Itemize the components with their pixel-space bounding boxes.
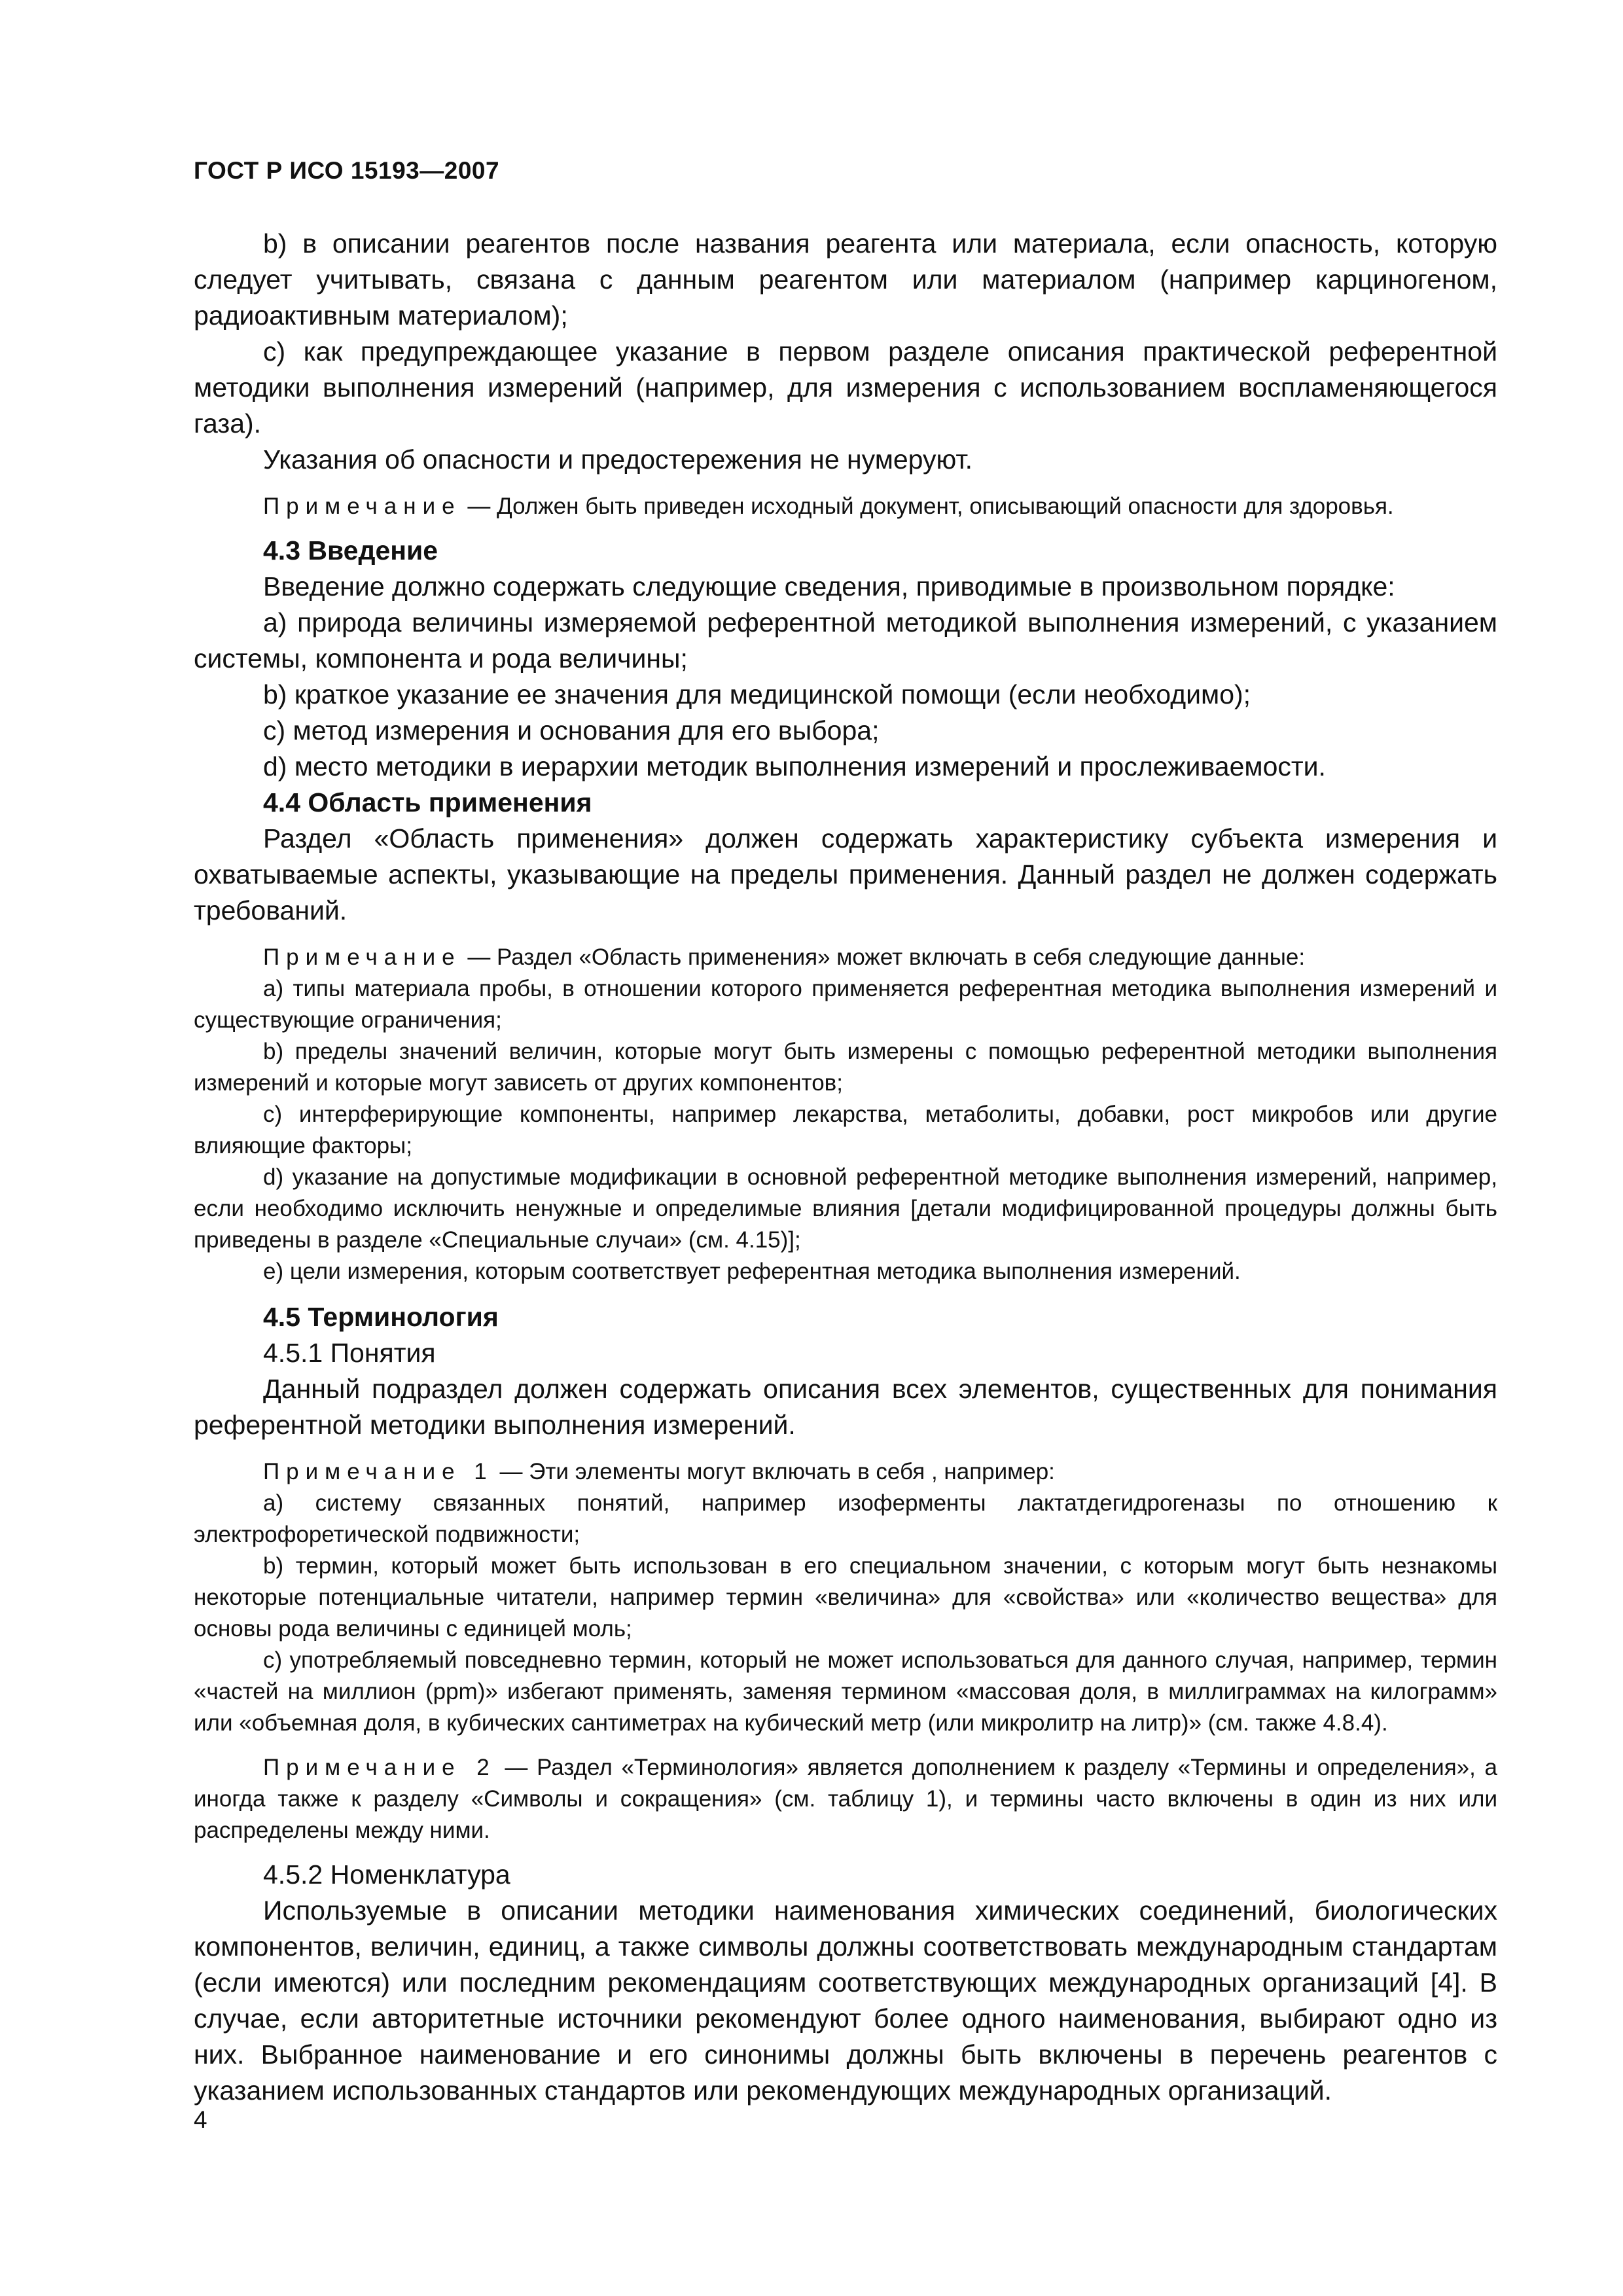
note-text: — Эти элементы могут включать в себя , например: bbox=[493, 1459, 1055, 1484]
paragraph-unnumbered: Указания об опасности и предостережения не нумеруют. bbox=[263, 444, 972, 475]
section-4-4-paragraph: Раздел «Область применения» должен содержать характеристику субъекта измерения и охватываемые аспекты, указывающие на пределы применения. Данный раздел не должен содержать требований. bbox=[194, 823, 1497, 925]
page-number: 4 bbox=[194, 2106, 207, 2133]
note-scope-item-c: c) интерферирующие компоненты, например лекарства, метаболиты, добавки, рост микробов или другие влияющие факторы; bbox=[194, 1102, 1497, 1158]
note-concepts bbox=[194, 1456, 1497, 1739]
note-scope-item-b: b) пределы значений величин, которые могут быть измерены с помощью референтной методики выполнения измерений и которые могут зависеть от других компонентов; bbox=[194, 1039, 1497, 1096]
note-concepts-intro bbox=[194, 1456, 1497, 1488]
subsection-4-5-1-paragraph: Данный подраздел должен содержать описания всех элементов, существенных для понимания референтной методики выполнения измерений. bbox=[194, 1374, 1497, 1440]
note-text: — Раздел «Область применения» может включать в себя следующие данные: bbox=[461, 944, 1306, 970]
note-text: — Должен быть приведен исходный документ, описывающий опасности для здоровья. bbox=[461, 493, 1394, 519]
note-scope-item-d: d) указание на допустимые модификации в основной референтной методике выполнения измерений, например, если необходимо исключить ненужные и определимые влияния [детали модифицированной процедуры должны быть приведены в разделе «Специальные случаи» (см. 4.15)]; bbox=[194, 1164, 1497, 1253]
note-terminology bbox=[194, 1752, 1497, 1846]
note-label: Примечание 2 bbox=[263, 1755, 496, 1780]
note-scope-item-e: e) цели измерения, которым соответствует референтная методика выполнения измерений. bbox=[263, 1259, 1241, 1284]
section-heading-4-4: 4.4 Область применения bbox=[263, 787, 592, 817]
note-concepts-item-a: a) систему связанных понятий, например изоферменты лактатдегидрогеназы по отношению к электрофоретической подвижности; bbox=[194, 1490, 1497, 1547]
section-4-3-intro: Введение должно содержать следующие сведения, приводимые в произвольном порядке: bbox=[263, 571, 1395, 601]
subsection-4-5-2-paragraph: Используемые в описании методики наименования химических соединений, биологических компонентов, величин, единиц, а также символы должны соответствовать международным стандартам (если имеются) или последним рекомендациям соответствующих международных организаций [4]. В случае, если авторитетные источники рекомендуют более одного наименования, выбирают одно из них. Выбранное наименование и его синонимы должны быть включены в перечень реагентов с указанием использованных стандартов или рекомендующих международных организаций. bbox=[194, 1895, 1497, 2106]
note-label: Примечание bbox=[263, 493, 461, 519]
note-scope-item-a: a) типы материала пробы, в отношении которого применяется референтная методика выполнения измерений и существующие ограничения; bbox=[194, 976, 1497, 1033]
section-4-3-item-b: b) краткое указание ее значения для медицинской помощи (если необходимо); bbox=[263, 679, 1251, 709]
document-header: ГОСТ Р ИСО 15193—2007 bbox=[194, 157, 500, 184]
note-concepts-item-b: b) термин, который может быть использован в его специальном значении, с которым могут быть незнакомы некоторые потенциальные читатели, например термин «величина» для «свойства» или «количество вещества» для основы рода величины с единицей моль; bbox=[194, 1553, 1497, 1641]
list-item-b: b) в описании реагентов после названия реагента или материала, если опасность, которую следует учитывать, связана с данным реагентом или материалом (например карциногеном, радиоактивным материалом); bbox=[194, 228, 1497, 331]
note-scope bbox=[194, 942, 1497, 1287]
subsection-heading-4-5-2: 4.5.2 Номенклатура bbox=[263, 1859, 510, 1890]
list-item-c: c) как предупреждающее указание в первом разделе описания практической референтной методики выполнения измерений (например, для измерения с использованием воспламеняющегося газа). bbox=[194, 336, 1497, 439]
document-body bbox=[194, 226, 1497, 2109]
subsection-heading-4-5-1: 4.5.1 Понятия bbox=[263, 1338, 436, 1368]
section-4-3-item-a: a) природа величины измеряемой референтной методикой выполнения измерений, с указанием системы, компонента и рода величины; bbox=[194, 607, 1497, 673]
section-4-3-item-d: d) место методики в иерархии методик выполнения измерений и прослеживаемости. bbox=[263, 751, 1326, 781]
section-heading-4-3: 4.3 Введение bbox=[263, 535, 438, 565]
note-text: — Раздел «Терминология» является дополнением к разделу «Термины и определения», а иногда также к разделу «Символы и сокращения» (см. таблицу 1), и термины часто включены в один из них или распределены между ними. bbox=[194, 1755, 1497, 1843]
note-concepts-item-c: c) употребляемый повседневно термин, который не может использоваться для данного случая, например, термин «частей на миллион (ppm)» избегают применять, заменяя термином «массовая доля, в миллиграммах на килограмм» или «объемная доля, в кубических сантиметрах на кубический метр (или микролитр на литр)» (см. также 4.8.4). bbox=[194, 1647, 1497, 1736]
note-label: Примечание bbox=[263, 944, 461, 970]
section-4-3-item-c: c) метод измерения и основания для его выбора; bbox=[263, 715, 880, 745]
note-health bbox=[194, 491, 1497, 522]
note-scope-intro bbox=[194, 942, 1497, 973]
section-heading-4-5: 4.5 Терминология bbox=[263, 1302, 499, 1332]
note-label: Примечание 1 bbox=[263, 1459, 493, 1484]
